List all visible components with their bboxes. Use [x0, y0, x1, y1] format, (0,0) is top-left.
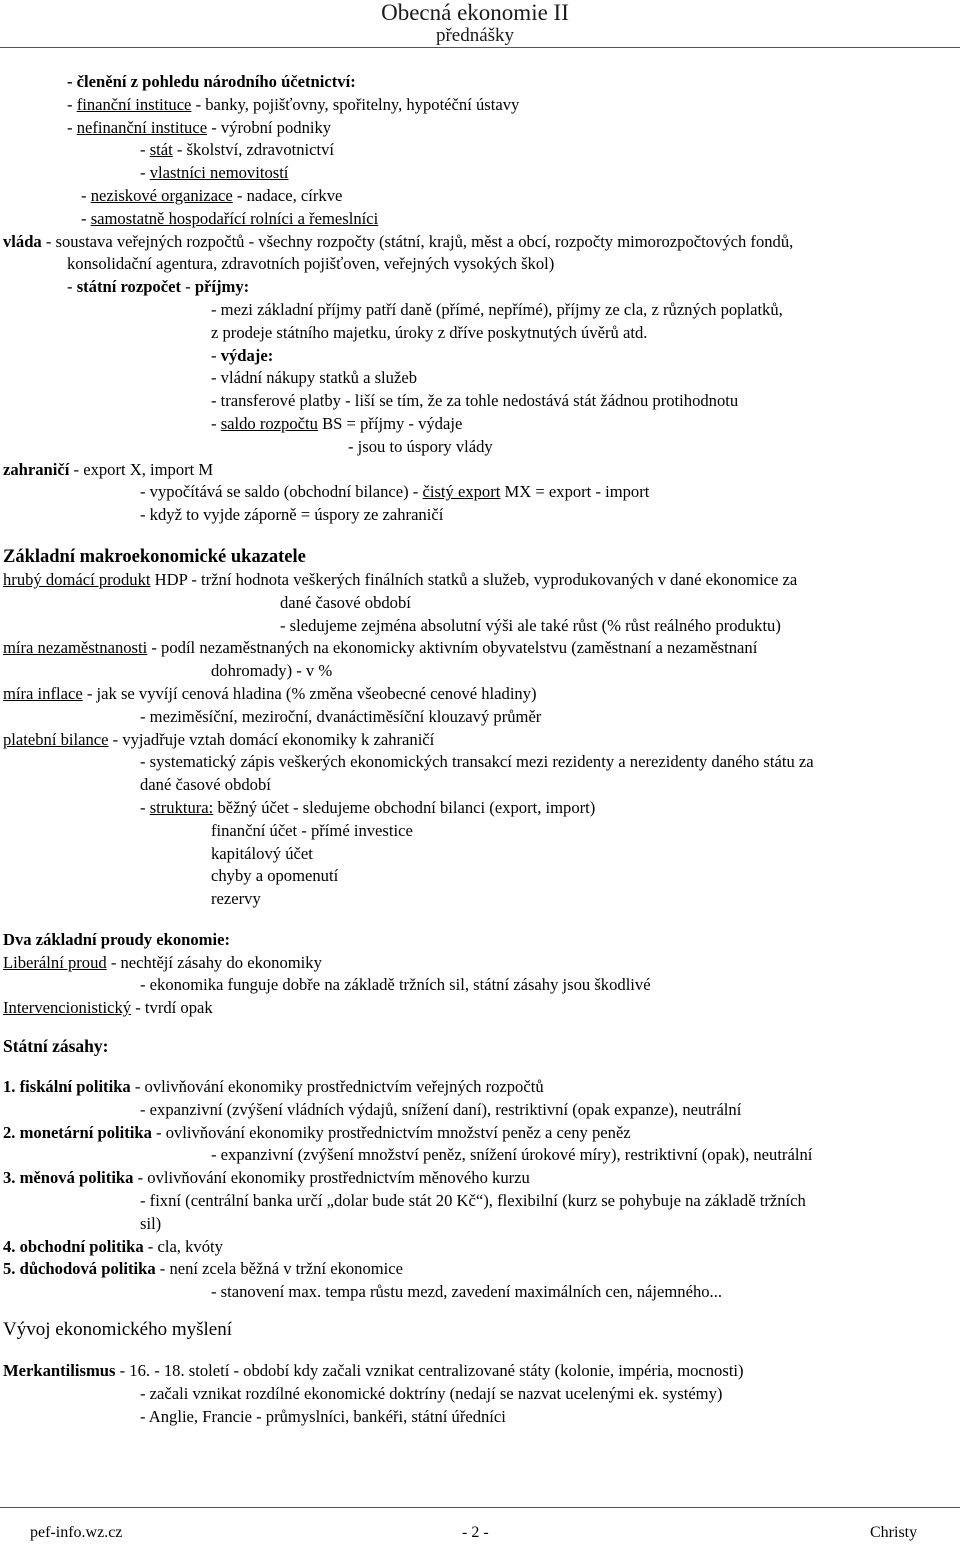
text-line: 4. obchodní politika - cla, kvóty	[3, 1236, 223, 1256]
text-line: - státní rozpočet - příjmy:	[67, 277, 250, 297]
text-line: - finanční instituce - banky, pojišťovny, spořitelny, hypotéční ústavy	[67, 94, 520, 114]
header-subtitle: přednášky	[435, 25, 515, 46]
text-line: konsolidační agentura, zdravotních pojišťoven, veřejných vysokých škol)	[67, 254, 555, 274]
text-line: hrubý domácí produkt HDP - tržní hodnota veškerých finálních statků a služeb, vyprodukovaných v dané ekonomice za	[3, 569, 798, 589]
text-line: - expanzivní (zvýšení množství peněz, snížení úrokové míry), restriktivní (opak), neutrální	[211, 1145, 813, 1165]
text-line: z prodeje státního majetku, úroky z dříve poskytnutých úvěrů atd.	[211, 322, 648, 342]
text-line: finanční účet - přímé investice	[211, 820, 413, 840]
footer-page-number: - 2 -	[462, 1524, 489, 1541]
text-line: - fixní (centrální banka určí „dolar bude stát 20 Kč“), flexibilní (kurz se pohybuje na základě tržních	[140, 1191, 806, 1211]
text-line: vláda - soustava veřejných rozpočtů - všechny rozpočty (státní, krajů, měst a obcí, rozpočty mimorozpočtových fondů,	[3, 231, 794, 251]
text-line: - vlastníci nemovitostí	[140, 163, 289, 183]
text-line: platební bilance - vyjadřuje vztah domácí ekonomiky k zahraničí	[3, 729, 435, 749]
page-body	[3, 71, 958, 1428]
text-line: - expanzivní (zvýšení vládních výdajů, snížení daní), restriktivní (opak expanze), neutrální	[140, 1099, 742, 1119]
header-divider	[0, 47, 960, 48]
text-line: 3. měnová politika - ovlivňování ekonomiky prostřednictvím měnového kurzu	[3, 1168, 530, 1188]
text-line: míra inflace - jak se vyvíjí cenová hladina (% změna všeobecné cenové hladiny)	[3, 683, 537, 703]
text-line: - stanovení max. tempa růstu mezd, zavedení maximálních cen, nájemného...	[211, 1282, 723, 1302]
text-line: Liberální proud - nechtějí zásahy do ekonomiky	[3, 952, 322, 972]
section-heading: Vývoj ekonomického myšlení	[3, 1319, 233, 1341]
text-line: - saldo rozpočtu BS = příjmy - výdaje	[211, 413, 463, 433]
text-line: - výdaje:	[211, 345, 274, 365]
footer-website: pef-info.wz.cz	[30, 1524, 123, 1541]
text-line: - když to vyjde záporně = úspory ze zahraničí	[140, 505, 444, 525]
text-line: 2. monetární politika - ovlivňování ekonomiky prostřednictvím množství peněz a ceny peněz	[3, 1122, 631, 1142]
text-line: rezervy	[211, 889, 261, 909]
text-line: Intervencionistický - tvrdí opak	[3, 998, 213, 1018]
text-line: zahraničí - export X, import M	[3, 459, 214, 479]
footer-divider	[0, 1507, 960, 1508]
text-line: - Anglie, Francie - průmyslníci, bankéři, státní úředníci	[140, 1406, 506, 1426]
text-line: - struktura: běžný účet - sledujeme obchodní bilanci (export, import)	[140, 797, 596, 817]
text-line: dané časové období	[280, 592, 411, 612]
text-line: - mezi základní příjmy patří daně (přímé, nepřímé), příjmy ze cla, z různých poplatků,	[211, 299, 783, 319]
text-line: - sledujeme zejména absolutní výši ale také růst (% růst reálného produktu)	[280, 615, 781, 635]
text-line: chyby a opomenutí	[211, 866, 339, 886]
text-line: - neziskové organizace - nadace, církve	[81, 185, 343, 205]
text-line: - nefinanční instituce - výrobní podniky	[67, 117, 332, 137]
text-line: - vládní nákupy statků a služeb	[211, 368, 417, 388]
text-line: - samostatně hospodařící rolníci a řemeslníci	[81, 208, 379, 228]
text-line: - jsou to úspory vlády	[348, 436, 493, 456]
footer-author: Christy	[870, 1524, 918, 1541]
section-heading: Státní zásahy:	[3, 1036, 109, 1057]
text-line: 5. důchodová politika - není zcela běžná v tržní ekonomice	[3, 1259, 404, 1279]
text-line: dané časové období	[140, 775, 271, 795]
text-line: sil)	[140, 1213, 162, 1233]
text-line: Merkantilismus - 16. - 18. století - období kdy začali vznikat centralizované státy (kolonie, impéria, mocnosti)	[3, 1361, 744, 1381]
text-line: - vypočítává se saldo (obchodní bilance) - čistý export MX = export - import	[140, 482, 650, 502]
text-line: - transferové platby - liší se tím, že za tohle nedostává stát žádnou protihodnotu	[211, 391, 739, 411]
section-heading: Dva základní proudy ekonomie:	[3, 929, 230, 949]
text-line: - ekonomika funguje dobře na základě tržních sil, státní zásahy jsou škodlivé	[140, 975, 651, 995]
text-line: - meziměsíční, meziroční, dvanáctiměsíční klouzavý průměr	[140, 706, 542, 726]
text-line: kapitálový účet	[211, 843, 313, 863]
text-line: - systematický zápis veškerých ekonomických transakcí mezi rezidenty a nerezidenty daného státu za	[140, 752, 814, 772]
text-line: - stát - školství, zdravotnictví	[140, 140, 335, 160]
text-line: dohromady) - v %	[211, 661, 333, 681]
text-line: - členění z pohledu národního účetnictví:	[67, 72, 356, 91]
text-line: 1. fiskální politika - ovlivňování ekonomiky prostřednictvím veřejných rozpočtů	[3, 1077, 544, 1097]
text-line: míra nezaměstnanosti - podíl nezaměstnaných na ekonomicky aktivním obyvatelstvu (zaměstnaní a nezaměstnaní	[3, 638, 758, 658]
section-heading: Základní makroekonomické ukazatele	[3, 546, 306, 567]
text-line: - začali vznikat rozdílné ekonomické doktríny (nedají se nazvat ucelenými ek. systémy)	[140, 1383, 723, 1403]
header-title: Obecná ekonomie II	[381, 0, 569, 25]
